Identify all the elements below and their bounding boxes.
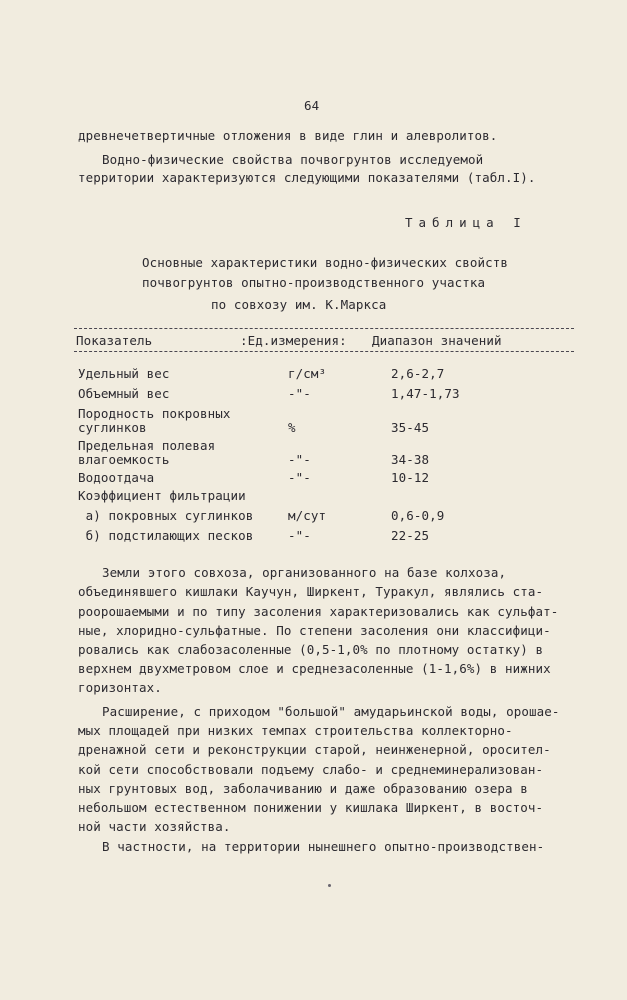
row-range: 34-38: [391, 452, 430, 467]
paragraph-line: объединявшего кишлаки Каучун, Ширкент, Туракул, являлись ста-: [78, 584, 544, 599]
row-unit: м/сут: [288, 508, 327, 523]
page-number: 64: [304, 98, 320, 113]
paragraph-line: дренажной сети и реконструкции старой, неинженерной, оросител-: [78, 742, 551, 757]
row-unit: -"-: [288, 470, 311, 485]
row-range: 2,6-2,7: [391, 366, 445, 381]
row-indicator: Удельный вес: [78, 366, 170, 381]
row-indicator: влагоемкость: [78, 452, 170, 467]
paragraph-line: ные, хлоридно-сульфатные. По степени засоления они классифици-: [78, 623, 551, 638]
row-indicator: Объемный вес: [78, 386, 170, 401]
row-indicator: Предельная полевая: [78, 438, 216, 453]
paragraph-line: кой сети способствовали подъему слабо- и среднеминерализован-: [78, 762, 544, 777]
paragraph-line: ных грунтовых вод, заболачиванию и даже образованию озера в: [78, 781, 528, 796]
paragraph-line: Земли этого совхоза, организованного на базе колхоза,: [102, 565, 507, 580]
row-range: 1,47-1,73: [391, 386, 460, 401]
row-range: 10-12: [391, 470, 430, 485]
paragraph-line: роорошаемыми и по типу засоления характеризовались как сульфат-: [78, 604, 559, 619]
paragraph-line: В частности, на территории нынешнего опытно-производствен-: [102, 839, 545, 854]
header-indicator: Показатель: [76, 333, 153, 348]
row-indicator: суглинков: [78, 420, 147, 435]
table-caption-line: почвогрунтов опытно-производственного участка: [142, 275, 486, 290]
paragraph-line: ной части хозяйства.: [78, 819, 231, 834]
row-unit: -"-: [288, 386, 311, 401]
row-unit: %: [288, 420, 296, 435]
intro-line: территории характеризуются следующими показателями (табл.I).: [78, 170, 536, 185]
table-label: Таблица I: [405, 215, 527, 230]
row-range: 0,6-0,9: [391, 508, 445, 523]
row-indicator: б) подстилающих песков: [78, 528, 254, 543]
row-indicator: Породность покровных: [78, 406, 231, 421]
row-indicator: а) покровных суглинков: [78, 508, 254, 523]
intro-line: древнечетвертичные отложения в виде глин и алевролитов.: [78, 128, 498, 143]
table-rule-header: [74, 351, 574, 352]
row-indicator: Коэффициент фильтрации: [78, 488, 246, 503]
header-range: Диапазон значений: [372, 333, 502, 348]
row-range: 22-25: [391, 528, 430, 543]
row-unit: -"-: [288, 452, 311, 467]
table-caption-line: Основные характеристики водно-физических свойств: [142, 255, 509, 270]
paragraph-line: верхнем двухметровом слое и среднезасоленные (1-1,6%) в нижних: [78, 661, 551, 676]
paragraph-line: горизонтах.: [78, 680, 162, 695]
paragraph-line: Расширение, с приходом "большой" амударьинской воды, орошае-: [102, 704, 560, 719]
table-rule-top: [74, 328, 574, 329]
row-unit: г/см³: [288, 366, 327, 381]
row-range: 35-45: [391, 420, 430, 435]
table-caption-line: по совхозу им. К.Маркса: [211, 297, 387, 312]
header-unit: :Ед.измерения:: [240, 333, 347, 348]
paragraph-line: небольшом естественном понижении у кишлака Ширкент, в восточ-: [78, 800, 544, 815]
ink-speck: [328, 884, 331, 887]
row-indicator: Водоотдача: [78, 470, 155, 485]
row-unit: -"-: [288, 528, 311, 543]
paragraph-line: мых площадей при низких темпах строительства коллекторно-: [78, 723, 513, 738]
paragraph-line: ровались как слабозасоленные (0,5-1,0% по плотному остатку) в: [78, 642, 544, 657]
intro-line: Водно-физические свойства почвогрунтов исследуемой: [102, 152, 484, 167]
